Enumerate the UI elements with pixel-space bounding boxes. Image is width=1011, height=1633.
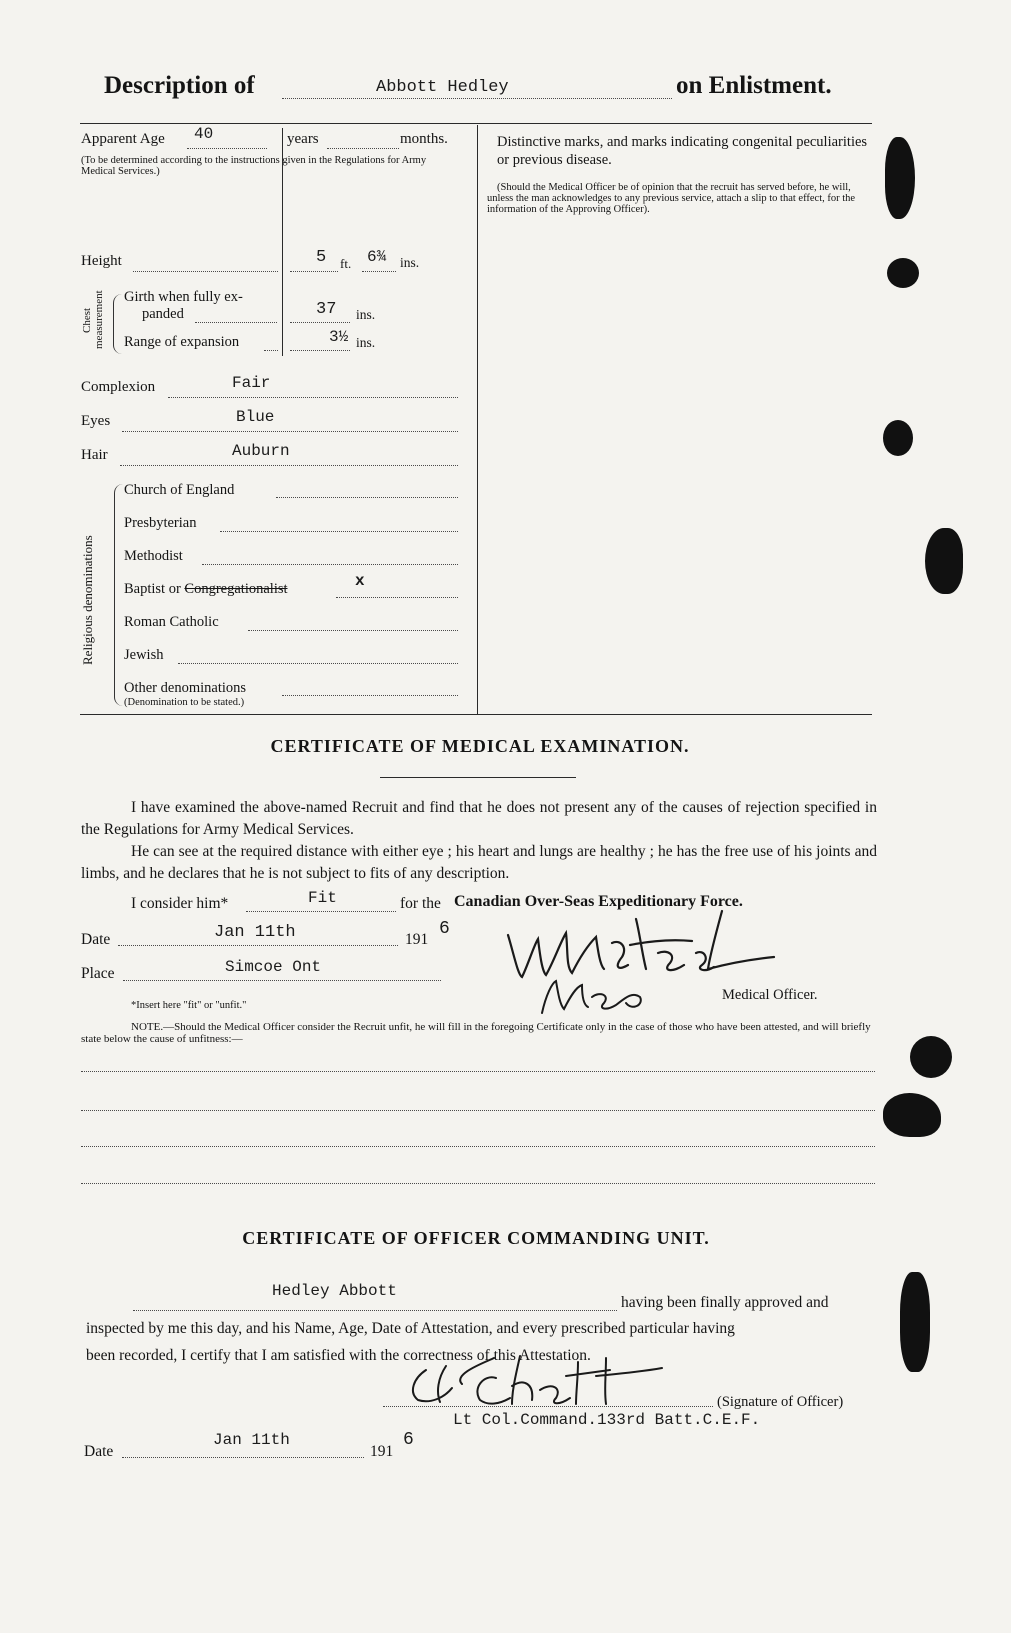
years-label: years: [287, 131, 319, 147]
punch-hole-blot: [900, 1272, 930, 1372]
consider-dots: [246, 911, 396, 912]
religion-other: Other denominations: [124, 680, 247, 696]
eyes-value: Blue: [236, 408, 275, 426]
commanding-date-value: Jan 11th: [213, 1431, 290, 1449]
medical-year-prefix: 191: [405, 931, 429, 948]
religion-dots-3: [336, 597, 458, 598]
approved-line-3: been recorded, I certify that I am satisfied with the correctness of this Attestation.: [86, 1347, 591, 1364]
girth-value: 37: [316, 300, 337, 319]
page-title: [104, 72, 255, 100]
religion-dots-5: [178, 663, 458, 664]
approved-name-dots: [133, 1310, 617, 1311]
unfit-line-4: [81, 1183, 875, 1184]
unfit-line-3: [81, 1146, 875, 1147]
complexion-label: Complexion: [81, 379, 156, 395]
fitness-value: Fit: [308, 889, 337, 907]
months-dots: [327, 148, 399, 149]
insert-note: *Insert here "fit" or "unfit.": [131, 1000, 247, 1011]
height-ft-label: ft.: [340, 256, 352, 271]
girth-dots: [195, 322, 277, 323]
medical-title-rule: [380, 777, 576, 778]
age-note: (To be determined according to the instructions given in the Regulations for Army Medical Services.): [81, 155, 427, 177]
commanding-title: CERTIFICATE OF OFFICER COMMANDING UNIT.: [242, 1228, 710, 1248]
hair-value: Auburn: [232, 442, 290, 460]
religion-group-label: Religious denominations: [80, 535, 95, 665]
girth-label-2: panded: [142, 306, 184, 322]
range-value-dots: [290, 350, 350, 351]
approved-recruit-name: Hedley Abbott: [272, 1282, 397, 1300]
age-label: Apparent Age: [81, 131, 165, 147]
recruit-name: Abbott Hedley: [376, 78, 509, 97]
approved-line-2: inspected by me this day, and his Name, Age, Date of Attestation, and every prescribed particular having: [86, 1320, 735, 1337]
height-label: Height: [81, 253, 122, 269]
punch-hole-blot: [887, 258, 919, 288]
medical-place-label: Place: [81, 965, 115, 982]
punch-hole-blot: [885, 137, 915, 219]
girth-unit: ins.: [356, 307, 376, 322]
height-ins-label: ins.: [400, 255, 420, 270]
girth-value-dots: [290, 322, 350, 323]
signature-label: (Signature of Officer): [717, 1394, 844, 1410]
title-suffix: on Enlistment.: [676, 72, 832, 99]
medical-date-value: Jan 11th: [214, 923, 296, 942]
commanding-date-label: Date: [84, 1443, 114, 1460]
medical-date-label: Date: [81, 931, 111, 948]
height-dots: [133, 271, 278, 272]
unfit-line-2: [81, 1110, 875, 1111]
religion-bracket: [114, 484, 123, 706]
approved-line-1-end: having been finally approved and: [621, 1294, 829, 1311]
religion-church-of-england: Church of England: [124, 482, 235, 498]
religion-congregationalist-struck: Congregationalist: [184, 581, 288, 597]
eyes-dots: [122, 431, 458, 432]
religion-baptist: [124, 581, 288, 598]
marks-note: (Should the Medical Officer be of opinion that the recruit has served before, he will, unless the man acknowledges to any previous service, attach a slip to that effect, for the information of the Approving Officer).: [487, 182, 856, 215]
column-divider: [477, 125, 478, 715]
religion-baptist-label: Baptist or: [124, 581, 185, 597]
medical-place-dots: [123, 980, 441, 981]
complexion-dots: [168, 397, 458, 398]
medical-para-1: I have examined the above-named Recruit and find that he does not present any of the causes of rejection specified in the Regulations for Army Medical Services.: [81, 799, 877, 838]
punch-hole-blot: [883, 1093, 941, 1137]
religion-roman-catholic: Roman Catholic: [124, 614, 219, 630]
for-the-label: for the: [400, 895, 441, 912]
marks-title: Distinctive marks, and marks indicating congenital peculiarities or previous disease.: [497, 134, 868, 168]
hair-dots: [120, 465, 458, 466]
chest-group-label: Chest measurement: [81, 290, 105, 350]
section-rule: [80, 714, 872, 715]
signature-dots: [383, 1406, 713, 1407]
complexion-value: Fair: [232, 374, 271, 392]
religion-mark: x: [355, 572, 365, 590]
hair-label: Hair: [81, 447, 108, 463]
commanding-year-digit: 6: [403, 1430, 414, 1450]
commanding-year-prefix: 191: [370, 1443, 394, 1460]
chest-bracket: [113, 294, 122, 354]
age-dots: [187, 148, 267, 149]
height-ft-value: 5: [316, 248, 327, 267]
religion-dots-1: [220, 531, 458, 532]
medical-place-value: Simcoe Ont: [225, 958, 322, 976]
range-label: Range of expansion: [124, 334, 240, 350]
religion-jewish: Jewish: [124, 647, 164, 663]
punch-hole-blot: [883, 420, 913, 456]
range-dots: [264, 350, 278, 351]
height-ins-value: 6¾: [367, 248, 387, 266]
medical-officer-label: Medical Officer.: [722, 987, 818, 1003]
consider-label: I consider him*: [131, 895, 229, 912]
title-prefix: Description of: [104, 72, 255, 99]
height-ins-dots: [362, 271, 396, 272]
punch-hole-blot: [925, 528, 963, 594]
medical-para-2: He can see at the required distance with either eye ; his heart and lungs are healthy ; he has the free use of his joints and limbs, and he declares that he is not subject to fits of any description.: [81, 843, 877, 882]
header-rule: [80, 123, 872, 124]
medical-title: CERTIFICATE OF MEDICAL EXAMINATION.: [270, 736, 690, 756]
medical-date-dots: [118, 945, 398, 946]
commanding-officer-signature: [400, 1348, 680, 1418]
commanding-rank: Lt Col.Command.133rd Batt.C.E.F.: [453, 1411, 761, 1429]
months-label: months.: [400, 131, 448, 147]
religion-presbyterian: Presbyterian: [124, 515, 197, 531]
religion-dots-2: [202, 564, 458, 565]
religion-dots-0: [276, 497, 458, 498]
name-underline: [282, 98, 672, 99]
height-ft-dots: [290, 271, 338, 272]
age-value: 40: [194, 125, 214, 143]
punch-hole-blot: [910, 1036, 952, 1078]
unfit-line-1: [81, 1071, 875, 1072]
range-value: 3½: [329, 328, 349, 346]
religion-methodist: Methodist: [124, 548, 183, 564]
girth-label-1: Girth when fully ex-: [124, 289, 243, 305]
commanding-date-dots: [122, 1457, 364, 1458]
eyes-label: Eyes: [81, 413, 111, 429]
religion-dots-4: [248, 630, 458, 631]
medical-year-digit: 6: [439, 919, 450, 939]
force-name: Canadian Over-Seas Expeditionary Force.: [454, 893, 743, 910]
religion-dots-6: [282, 695, 458, 696]
religion-other-note: (Denomination to be stated.): [124, 697, 245, 708]
range-unit: ins.: [356, 335, 376, 350]
unfit-note: NOTE.—Should the Medical Officer consider the Recruit unfit, he will fill in the foregoing Certificate only in the case of those who have been attested, and will briefly state below the cause of unfitness:—: [81, 1021, 871, 1045]
